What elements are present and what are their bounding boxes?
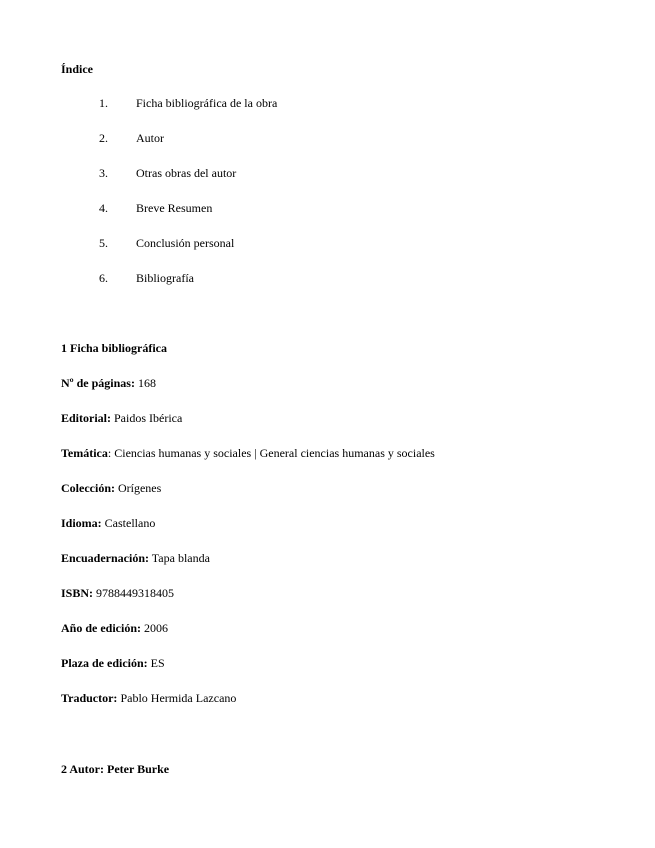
field-row-encuadernacion	[61, 551, 210, 565]
field-value: Paidos Ibérica	[111, 411, 183, 425]
field-label: Colección:	[61, 481, 115, 495]
field-row-pages	[61, 376, 156, 390]
index-item	[0, 166, 655, 180]
field-row-editorial	[61, 411, 182, 425]
index-item-label: Conclusión personal	[136, 236, 235, 250]
field-row-ano-edicion	[61, 621, 168, 635]
field-row-idioma	[61, 516, 155, 530]
field-label: Temática	[61, 446, 108, 460]
field-value: 9788449318405	[93, 586, 175, 600]
index-item-label: Bibliografía	[136, 271, 194, 285]
ficha-heading: 1 Ficha bibliográfica	[61, 341, 167, 355]
index-item	[0, 201, 655, 215]
field-row-traductor	[61, 691, 236, 705]
field-value: 2006	[141, 621, 169, 635]
field-label: Año de edición:	[61, 621, 142, 635]
index-item-label: Breve Resumen	[136, 201, 213, 215]
index-item-label: Autor	[136, 131, 164, 145]
field-value: Tapa blanda	[149, 551, 210, 565]
index-item-number: 3.	[99, 166, 108, 180]
autor-heading: 2 Autor: Peter Burke	[61, 762, 170, 776]
field-value: 168	[134, 376, 156, 390]
field-value: Castellano	[101, 516, 156, 530]
field-row-isbn	[61, 586, 174, 600]
index-title: Índice	[61, 62, 94, 76]
index-item-label: Otras obras del autor	[136, 166, 237, 180]
field-label: Traductor:	[61, 691, 118, 705]
field-value: Orígenes	[114, 481, 162, 495]
field-value: : Ciencias humanas y sociales | General ciencias humanas y sociales	[107, 446, 435, 460]
field-row-coleccion	[61, 481, 161, 495]
index-item	[0, 236, 655, 250]
field-value: ES	[147, 656, 165, 670]
index-item-number: 1.	[99, 96, 108, 110]
index-item-number: 5.	[99, 236, 108, 250]
index-item	[0, 271, 655, 285]
index-item	[0, 131, 655, 145]
field-label: Nº de páginas:	[61, 376, 135, 390]
index-item	[0, 96, 655, 110]
field-label: Plaza de edición:	[61, 656, 148, 670]
index-item-number: 4.	[99, 201, 108, 215]
field-label: Encuadernación:	[61, 551, 150, 565]
field-label: Editorial:	[61, 411, 111, 425]
index-item-number: 6.	[99, 271, 108, 285]
field-label: ISBN:	[61, 586, 94, 600]
field-label: Idioma:	[61, 516, 102, 530]
index-item-number: 2.	[99, 131, 108, 145]
index-item-label: Ficha bibliográfica de la obra	[136, 96, 278, 110]
field-value: Pablo Hermida Lazcano	[117, 691, 237, 705]
field-row-plaza-edicion	[61, 656, 165, 670]
field-row-tematica	[61, 446, 435, 460]
